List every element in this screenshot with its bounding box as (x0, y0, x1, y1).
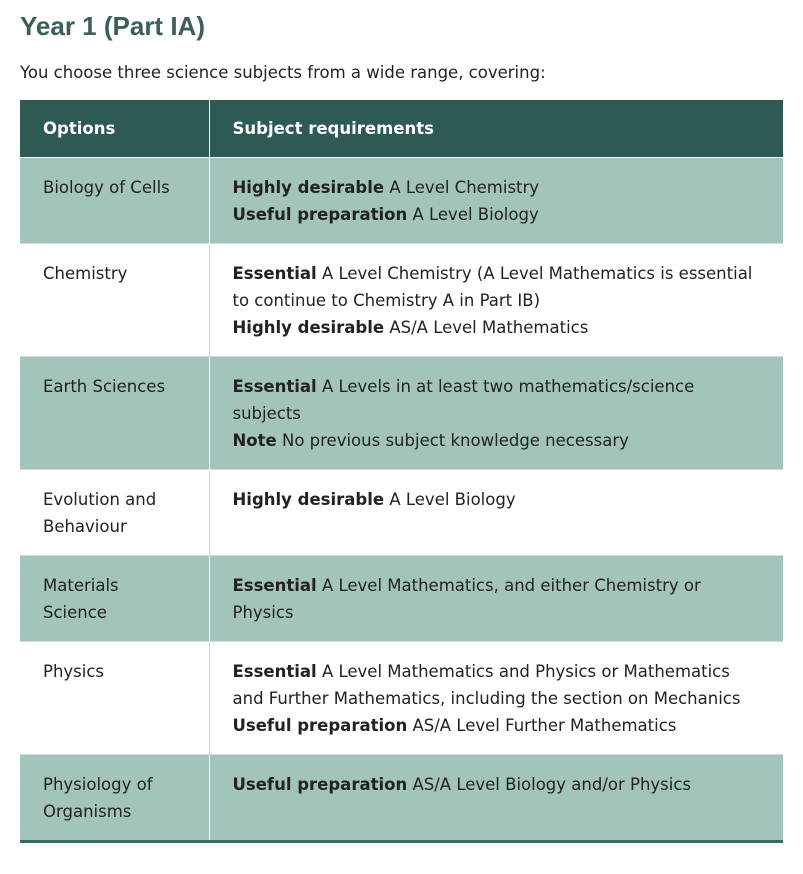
table-row (20, 755, 783, 842)
options-column-header: Options (20, 100, 209, 158)
option-name: Earth Sciences (20, 357, 209, 470)
requirements-cell (209, 244, 783, 357)
requirement-line (233, 373, 762, 427)
requirements-cell (209, 470, 783, 556)
requirement-text: A Level Mathematics and Physics or Mathematics and Further Mathematics, including the section on Mechanics (232, 662, 741, 708)
requirement-line (233, 572, 762, 626)
requirements-cell (209, 556, 783, 642)
table-row (20, 357, 783, 470)
requirement-text: A Levels in at least two mathematics/science subjects (232, 377, 695, 423)
option-name: Chemistry (20, 244, 209, 357)
requirement-line (233, 314, 762, 341)
requirements-cell (209, 158, 783, 244)
table-row (20, 158, 783, 244)
subject-requirements-table (20, 100, 783, 843)
requirement-label: Essential (232, 264, 317, 283)
table-header-row (20, 100, 783, 158)
requirement-label: Note (232, 431, 277, 450)
requirement-line (233, 427, 762, 454)
requirement-label: Useful preparation (232, 716, 408, 735)
intro-text: You choose three science subjects from a wide range, covering: (20, 63, 546, 82)
requirement-line (233, 771, 762, 798)
requirement-label: Useful preparation (232, 775, 408, 794)
requirements-cell (209, 642, 783, 755)
table-row (20, 642, 783, 755)
requirement-text: A Level Chemistry (389, 178, 540, 197)
requirement-label: Essential (232, 662, 317, 681)
table-row (20, 244, 783, 357)
requirement-text: A Level Mathematics, and either Chemistry or Physics (232, 576, 701, 622)
option-name: Evolution and Behaviour (20, 470, 209, 556)
option-name: Physics (20, 642, 209, 755)
requirement-text: No previous subject knowledge necessary (281, 431, 629, 450)
table-row (20, 556, 783, 642)
requirement-line (233, 260, 762, 314)
requirement-line (233, 174, 762, 201)
requirement-label: Useful preparation (232, 205, 408, 224)
requirement-text: A Level Biology (412, 205, 539, 224)
requirement-text: A Level Chemistry (A Level Mathematics is essential to continue to Chemistry A in Part IB) (232, 264, 753, 310)
requirement-line (233, 658, 762, 712)
requirement-text: AS/A Level Further Mathematics (412, 716, 677, 735)
option-name: Biology of Cells (20, 158, 209, 244)
requirements-cell (209, 357, 783, 470)
option-name: Materials Science (20, 556, 209, 642)
requirement-label: Highly desirable (232, 318, 385, 337)
requirement-label: Highly desirable (232, 178, 385, 197)
requirement-label: Highly desirable (232, 490, 385, 509)
table-row (20, 470, 783, 556)
requirement-line (233, 712, 762, 739)
requirement-label: Essential (232, 576, 317, 595)
requirements-cell (209, 755, 783, 842)
requirements-column-header: Subject requirements (209, 100, 783, 158)
requirement-line (233, 486, 762, 513)
requirement-text: A Level Biology (389, 490, 516, 509)
option-name: Physiology of Organisms (20, 755, 209, 842)
requirement-label: Essential (232, 377, 317, 396)
requirement-text: AS/A Level Biology and/or Physics (412, 775, 692, 794)
requirement-line (233, 201, 762, 228)
requirement-text: AS/A Level Mathematics (389, 318, 589, 337)
page-title: Year 1 (Part IA) (20, 11, 205, 41)
